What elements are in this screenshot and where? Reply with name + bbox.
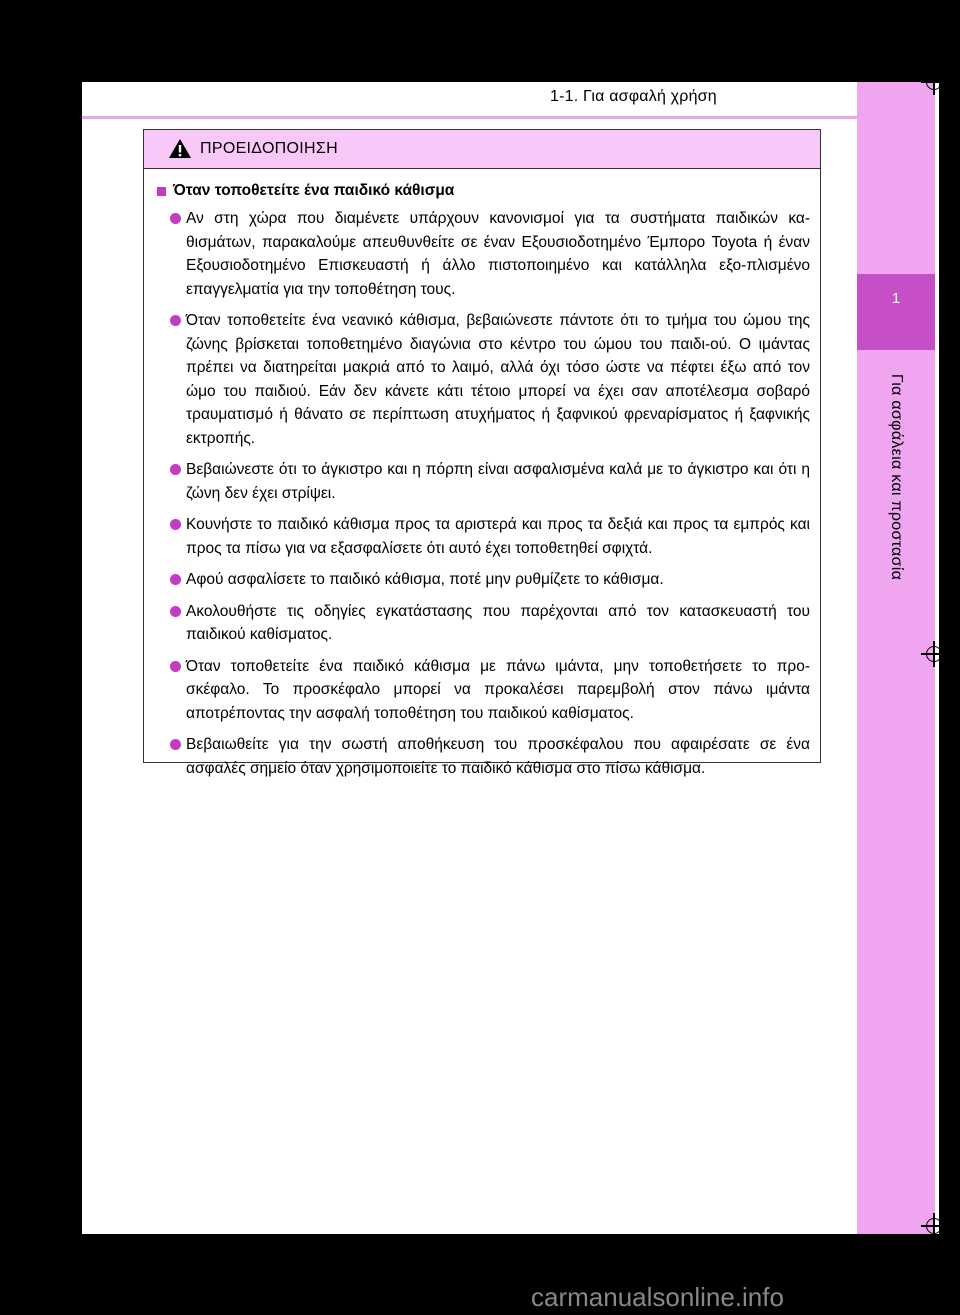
chapter-number: 1 (891, 290, 901, 307)
square-bullet-icon (157, 187, 166, 196)
list-item-text: Κουνήστε το παιδικό κάθισμα προς τα αριστερά και προς τα δεξιά και προς τα εμπρός και προς τα πίσω για να εξασφαλίσετε ότι αυτό έχει τοποθετηθεί σφιχτά. (186, 516, 810, 557)
bullet-dot-icon (170, 213, 181, 224)
section-header-title: 1-1. Για ασφαλή χρήση (550, 88, 717, 105)
list-item-text: Ακολουθήστε τις οδηγίες εγκατάστασης που παρέχονται από τον κατασκευαστή του παιδικού καθίσματος. (186, 602, 810, 643)
registration-mark-icon (926, 1218, 942, 1234)
warning-body (144, 169, 820, 780)
list-item (154, 207, 810, 301)
header-divider (82, 116, 857, 119)
list-item (154, 513, 810, 560)
list-item-text: Αν στη χώρα που διαμένετε υπάρχουν κανονισμοί για τα συστήματα παιδικών κα-θισμάτων, παρακαλούμε απευθυνθείτε σε έναν Εξουσιοδοτημένο Έμπορο Toyota ή έναν Εξουσιοδοτημένο Επισκευαστή ή άλλο πιστοποιημένο και κατάλληλα εξο-πλισμένο επαγγελματία για την τοποθέτηση τους. (186, 210, 810, 298)
warning-triangle-icon (168, 138, 192, 164)
list-item-text: Βεβαιωθείτε για την σωστή αποθήκευση του προσκέφαλου που αφαιρέσατε σε ένα ασφαλές σημείο όταν χρησιμοποιείτε το παιδικό κάθισμα στο πίσω κάθισμα. (186, 736, 810, 777)
warning-title: ΠΡΟΕΙΔΟΠΟΙΗΣΗ (200, 140, 338, 157)
list-item (154, 309, 810, 450)
bullet-dot-icon (170, 519, 181, 530)
list-item (154, 655, 810, 726)
chapter-side-tab (857, 82, 935, 1234)
section-heading (154, 182, 810, 200)
bullet-dot-icon (170, 574, 181, 585)
bullet-dot-icon (170, 464, 181, 475)
warning-box (143, 129, 821, 777)
chapter-tab-active[interactable] (857, 274, 935, 350)
list-item-text: Όταν τοποθετείτε ένα παιδικό κάθισμα με πάνω ιμάντα, μην τοποθετήσετε το προ-σκέφαλο. Το προσκέφαλο μπορεί να προκαλέσει παρεμβολή στον πάνω ιμάντα αποτρέποντας την ασφαλή τοποθέτηση του παιδικού καθίσματος. (186, 657, 810, 722)
list-item-text: Βεβαιώνεστε ότι το άγκιστρο και η πόρπη είναι ασφαλισμένα καλά με το άγκιστρο και ότι η ζώνη δεν έχει στρίψει. (186, 461, 810, 502)
list-item (154, 733, 810, 780)
bullet-dot-icon (170, 315, 181, 326)
list-item (154, 600, 810, 647)
warning-header (144, 130, 820, 169)
section-heading-text: Όταν τοποθετείτε ένα παιδικό κάθισμα (173, 182, 455, 199)
registration-mark-icon (926, 646, 942, 662)
chapter-label: Για ασφάλεια και προστασία (888, 373, 905, 581)
list-item-text: Όταν τοποθετείτε ένα νεανικό κάθισμα, βεβαιώνεστε πάντοτε ότι το τμήμα του ώμου της ζώνης βρίσκεται τοποθετημένο διαγώνια στο κέντρο του ώμου του παιδι-ού. Ο ιμάντας πρέπει να διατηρείται μακριά από το λαιμό, αλλά όχι τόσο ώστε να πέφτει έξω από τον ώμο του παιδιού. Εάν δεν κάνετε κάτι τέτοιο μπορεί να έχει σαν αποτέλεσμα σοβαρό τραυματισμό ή θάνατο σε περίπτωση ατυχήματος ή ξαφνικού φρεναρίσματος ή ξαφνικής εκτροπής. (186, 312, 810, 447)
list-item-text: Αφού ασφαλίσετε το παιδικό κάθισμα, ποτέ μην ρυθμίζετε το κάθισμα. (186, 571, 664, 588)
registration-mark-icon (926, 74, 942, 90)
manual-page (82, 82, 939, 1234)
bullet-dot-icon (170, 606, 181, 617)
bullet-dot-icon (170, 661, 181, 672)
watermark: carmanualsonline.info (531, 1282, 784, 1312)
list-item (154, 568, 810, 592)
bullet-dot-icon (170, 739, 181, 750)
list-item (154, 458, 810, 505)
